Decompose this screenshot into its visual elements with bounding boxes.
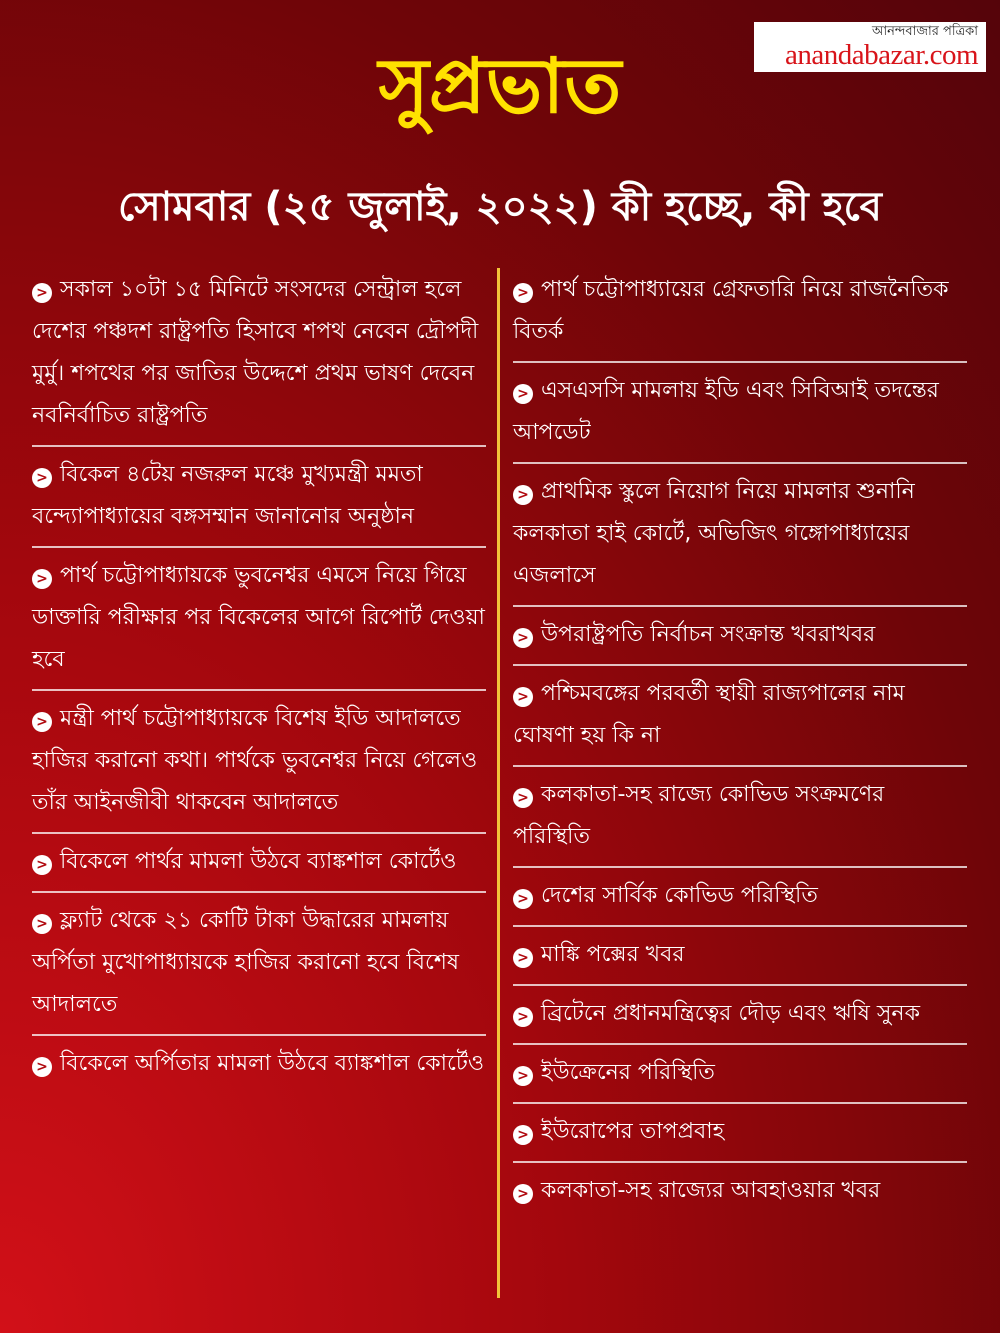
chevron-right-circle-icon: > [513,1125,533,1145]
list-item-text: ব্রিটেনে প্রধানমন্ত্রিত্বের দৌড় এবং ঋষি সুনক [541,1001,920,1026]
list-item-text: কলকাতা-সহ রাজ্যের আবহাওয়ার খবর [541,1178,881,1203]
list-item [513,464,967,607]
list-item-text: প্রাথমিক স্কুলে নিয়োগ নিয়ে মামলার শুনানি কলকাতা হাই কোর্টে, অভিজিৎ গঙ্গোপাধ্যায়ের এজলাসে [513,479,915,588]
chevron-right-circle-icon: > [32,1057,52,1077]
chevron-right-circle-icon: > [513,948,533,968]
list-item [513,1163,967,1220]
chevron-right-circle-icon: > [513,628,533,648]
list-item-text: দেশের সার্বিক কোভিড পরিস্থিতি [541,883,818,908]
list-item-text: কলকাতা-সহ রাজ্যে কোভিড সংক্রমণের পরিস্থিতি [513,782,885,849]
list-item-text: ফ্ল্যাট থেকে ২১ কোটি টাকা উদ্ধারের মামলায় অর্পিতা মুখোপাধ্যায়কে হাজির করানো হবে বিশেষ আদালতে [32,908,460,1017]
list-item [32,447,486,548]
page-subtitle: সোমবার (২৫ জুলাই, ২০২২) কী হচ্ছে, কী হবে [118,184,882,230]
chevron-right-circle-icon: > [513,889,533,909]
list-item-text: মাঙ্কি পক্সের খবর [541,942,685,967]
list-item [32,834,486,893]
left-column [32,262,486,1093]
list-item [513,666,967,767]
logo-site-name: anandabazar.com [785,39,978,71]
chevron-right-circle-icon: > [513,485,533,505]
list-item-text: পার্থ চট্টোপাধ্যায়ের গ্রেফতারি নিয়ে রাজনৈতিক বিতর্ক [513,277,949,344]
chevron-right-circle-icon: > [513,283,533,303]
chevron-right-circle-icon: > [513,1184,533,1204]
list-item-text: ইউক্রেনের পরিস্থিতি [541,1060,715,1085]
chevron-right-circle-icon: > [513,687,533,707]
list-item [32,262,486,447]
list-item [32,1036,486,1093]
logo-bengali-name: আনন্দবাজার পত্রিকা [871,24,978,39]
list-item-text: উপরাষ্ট্রপতি নির্বাচন সংক্রান্ত খবরাখবর [541,622,876,647]
list-item [513,767,967,868]
list-item-text: বিকেলে অর্পিতার মামলা উঠবে ব্যাঙ্কশাল কোর্টেও [60,1051,485,1076]
list-item [32,893,486,1036]
chevron-right-circle-icon: > [513,384,533,404]
list-item-text: পার্থ চট্টোপাধ্যায়কে ভুবনেশ্বর এমসে নিয়ে গিয়ে ডাক্তারি পরীক্ষার পর বিকেলের আগে রিপোর্ট দেওয়া হবে [32,563,485,672]
list-item [32,548,486,691]
list-item [513,927,967,986]
list-item-text: ইউরোপের তাপপ্রবাহ [541,1119,725,1144]
list-item [513,607,967,666]
chevron-right-circle-icon: > [513,788,533,808]
list-item [32,691,486,834]
chevron-right-circle-icon: > [32,855,52,875]
chevron-right-circle-icon: > [32,914,52,934]
list-item-text: বিকেলে পার্থর মামলা উঠবে ব্যাঙ্কশাল কোর্টেও [60,849,457,874]
right-column [513,262,967,1220]
list-item [513,262,967,363]
page-title: সুপ্রভাত [378,41,622,130]
list-item-text: এসএসসি মামলায় ইডি এবং সিবিআই তদন্তের আপডেট [513,378,939,445]
chevron-right-circle-icon: > [32,712,52,732]
list-item [513,986,967,1045]
chevron-right-circle-icon: > [32,468,52,488]
list-item [513,363,967,464]
list-item-text: বিকেল ৪টেয় নজরুল মঞ্চে মুখ্যমন্ত্রী মমতা বন্দ্যোপাধ্যায়ের বঙ্গসম্মান জানানোর অনুষ্ঠান [32,462,423,529]
list-item [513,1104,967,1163]
list-item-text: সকাল ১০টা ১৫ মিনিটে সংসদের সেন্ট্রাল হলে দেশের পঞ্চদশ রাষ্ট্রপতি হিসাবে শপথ নেবেন দ্রৌপদী মুর্মু। শপথের পর জাতির উদ্দেশে প্রথম ভাষণ দেবেন নবনির্বাচিত রাষ্ট্রপতি [32,277,479,428]
chevron-right-circle-icon: > [32,569,52,589]
chevron-right-circle-icon: > [513,1066,533,1086]
list-item [513,1045,967,1104]
list-item [513,868,967,927]
chevron-right-circle-icon: > [513,1007,533,1027]
chevron-right-circle-icon: > [32,283,52,303]
list-item-text: পশ্চিমবঙ্গের পরবর্তী স্থায়ী রাজ্যপালের নাম ঘোষণা হয় কি না [513,681,905,748]
column-divider [497,268,500,1298]
list-item-text: মন্ত্রী পার্থ চট্টোপাধ্যায়কে বিশেষ ইডি আদালতে হাজির করানো কথা। পার্থকে ভুবনেশ্বর নিয়ে গেলেও তাঁর আইনজীবী থাকবেন আদালতে [32,706,478,815]
